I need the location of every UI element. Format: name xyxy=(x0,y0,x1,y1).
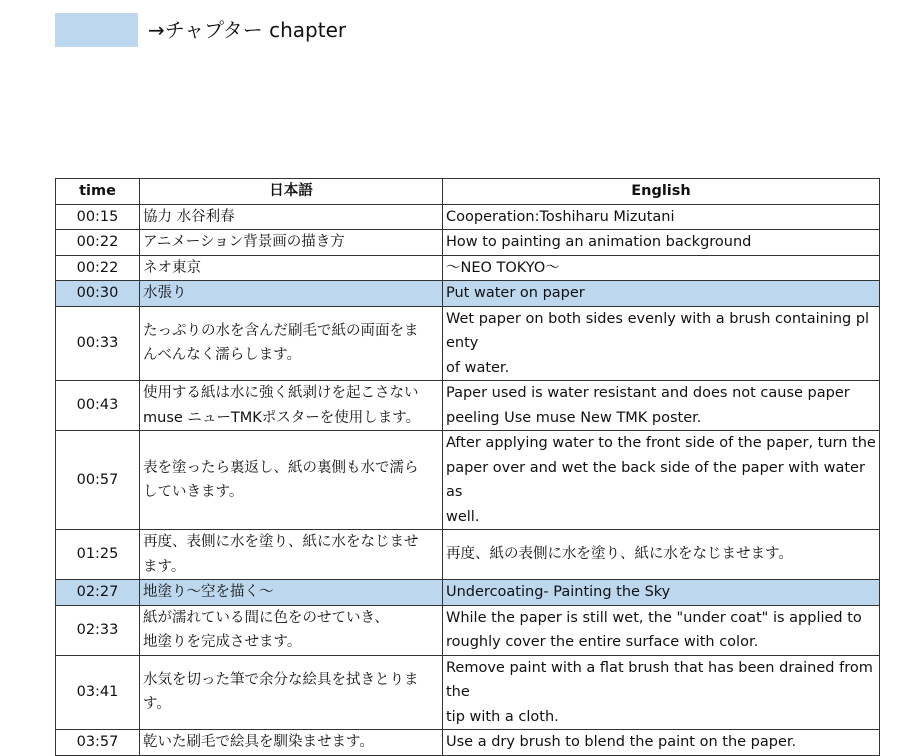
english-cell xyxy=(443,655,880,730)
english-cell xyxy=(443,281,880,307)
english-line: After applying water to the front side of the paper, turn the xyxy=(446,435,876,451)
chapter-legend-label: →チャプター chapter xyxy=(148,18,347,42)
japanese-cell xyxy=(140,580,443,606)
time-cell: 01:25 xyxy=(56,530,140,580)
table-row xyxy=(56,655,880,730)
japanese-cell xyxy=(140,381,443,431)
subtitle-table xyxy=(55,178,880,756)
japanese-line: 使用する紙は水に強く紙剥けを起こさない xyxy=(143,385,419,401)
english-line: Cooperation:Toshiharu Mizutani xyxy=(446,208,675,225)
table-row xyxy=(56,730,880,756)
english-line: While the paper is still wet, the "under coat" is applied to xyxy=(446,609,862,626)
japanese-cell xyxy=(140,431,443,530)
english-line: peeling Use muse New TMK poster. xyxy=(446,409,702,426)
time-cell: 00:43 xyxy=(56,381,140,431)
japanese-cell xyxy=(140,281,443,307)
english-line: Remove paint with a flat brush that has been drained from the xyxy=(446,659,873,700)
chapter-color-swatch xyxy=(55,13,138,47)
japanese-cell xyxy=(140,306,443,381)
english-cell xyxy=(443,530,880,580)
table-header-row xyxy=(56,179,880,205)
chapter-row xyxy=(56,580,880,606)
english-line: ～NEO TOKYO～ xyxy=(446,259,560,276)
japanese-line: 紙が濡れている間に色をのせていき、 xyxy=(143,609,389,626)
time-cell: 00:33 xyxy=(56,306,140,381)
time-cell: 00:22 xyxy=(56,230,140,256)
english-cell xyxy=(443,204,880,230)
japanese-cell xyxy=(140,655,443,730)
table-row xyxy=(56,431,880,530)
japanese-line: 地塗りを完成させます。 xyxy=(143,634,302,650)
japanese-line: 協力 水谷利春 xyxy=(143,208,235,225)
english-line: of water. xyxy=(446,359,510,376)
english-cell xyxy=(443,381,880,431)
english-line: Use a dry brush to blend the paint on the paper. xyxy=(446,734,797,750)
table-body xyxy=(56,204,880,755)
time-cell: 00:15 xyxy=(56,204,140,230)
english-cell xyxy=(443,580,880,606)
japanese-line: アニメーション背景画の描き方 xyxy=(143,234,345,250)
table-row xyxy=(56,204,880,230)
japanese-cell xyxy=(140,530,443,580)
english-cell xyxy=(443,230,880,256)
japanese-line: ネオ東京 xyxy=(143,259,201,276)
japanese-cell xyxy=(140,230,443,256)
time-cell: 02:27 xyxy=(56,580,140,606)
english-cell xyxy=(443,730,880,756)
english-cell xyxy=(443,431,880,530)
japanese-line: ます。 xyxy=(143,558,186,575)
english-line: well. xyxy=(446,508,480,525)
time-cell: 03:41 xyxy=(56,655,140,730)
japanese-cell xyxy=(140,730,443,756)
table-row xyxy=(56,605,880,655)
japanese-line: んべんなく濡らします。 xyxy=(143,347,302,364)
japanese-line: していきます。 xyxy=(143,484,244,500)
chapter-legend xyxy=(55,13,346,47)
table-row xyxy=(56,255,880,281)
japanese-line: たっぷりの水を含んだ刷毛で紙の両面をま xyxy=(143,322,419,339)
table-row xyxy=(56,530,880,580)
japanese-line: 水張り xyxy=(143,285,187,301)
time-cell: 00:22 xyxy=(56,255,140,281)
japanese-line: 乾いた刷毛で絵具を馴染ませます。 xyxy=(143,734,374,750)
english-line: How to painting an animation background xyxy=(446,234,752,250)
english-line: paper over and wet the back side of the paper with water as xyxy=(446,459,865,500)
japanese-line: 水気を切った筆で余分な絵具を拭きとりま xyxy=(143,671,419,688)
english-line: tip with a cloth. xyxy=(446,708,559,725)
english-line: 再度、紙の表側に水を塗り、紙に水をなじませます。 xyxy=(446,546,793,563)
english-cell xyxy=(443,605,880,655)
english-line: Paper used is water resistant and does not cause paper xyxy=(446,385,850,401)
japanese-cell xyxy=(140,204,443,230)
english-cell xyxy=(443,255,880,281)
english-line: Wet paper on both sides evenly with a brush containing plenty xyxy=(446,310,870,351)
header-time: time xyxy=(56,179,140,205)
table-row xyxy=(56,381,880,431)
table-row xyxy=(56,230,880,256)
english-line: Undercoating- Painting the Sky xyxy=(446,584,671,600)
japanese-cell xyxy=(140,255,443,281)
japanese-cell xyxy=(140,605,443,655)
japanese-line: muse ニューTMKポスターを使用します。 xyxy=(143,409,421,426)
table-row xyxy=(56,306,880,381)
header-english: English xyxy=(443,179,880,205)
japanese-line: 地塗り～空を描く～ xyxy=(143,584,274,600)
chapter-row xyxy=(56,281,880,307)
japanese-line: す。 xyxy=(143,696,171,713)
time-cell: 03:57 xyxy=(56,730,140,756)
time-cell: 00:30 xyxy=(56,281,140,307)
english-cell xyxy=(443,306,880,381)
japanese-line: 表を塗ったら裏返し、紙の裏側も水で濡ら xyxy=(143,459,419,476)
japanese-line: 再度、表側に水を塗り、紙に水をなじませ xyxy=(143,534,419,550)
time-cell: 02:33 xyxy=(56,605,140,655)
english-line: roughly cover the entire surface with color. xyxy=(446,634,759,650)
time-cell: 00:57 xyxy=(56,431,140,530)
header-japanese: 日本語 xyxy=(140,179,443,205)
english-line: Put water on paper xyxy=(446,285,585,301)
